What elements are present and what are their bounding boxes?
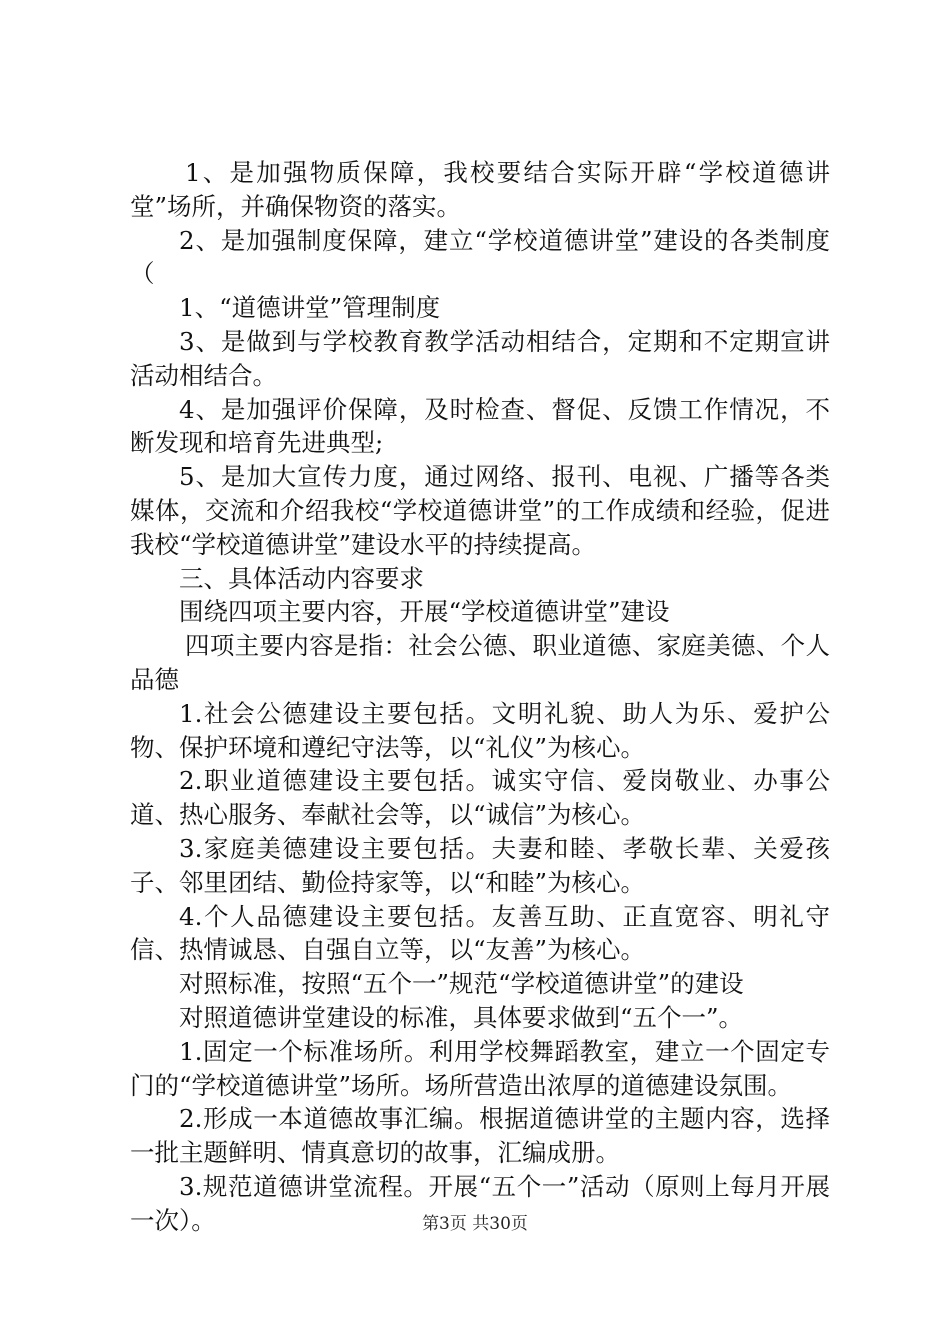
paragraph: 5、是加大宣传力度，通过网络、报刊、电视、广播等各类媒体，交流和介绍我校“学校道德讲堂”的工作成绩和经验，促进我校“学校道德讲堂”建设水平的持续提高。 <box>130 462 830 559</box>
paragraph: 4、是加强评价保障，及时检查、督促、反馈工作情况，不断发现和培育先进典型; <box>130 394 830 458</box>
paragraph: 1.固定一个标准场所。利用学校舞蹈教室，建立一个固定专门的“学校道德讲堂”场所。场所营造出浓厚的道德建设氛围。 <box>130 1036 830 1100</box>
paragraph: 围绕四项主要内容，开展“学校道德讲堂”建设 <box>179 597 670 627</box>
paragraph: 对照道德讲堂建设的标准，具体要求做到“五个一”。 <box>179 1002 744 1032</box>
document-body <box>130 156 830 1238</box>
paragraph: 3.家庭美德建设主要包括。夫妻和睦、孝敬长辈、关爱孩子、邻里团结、勤俭持家等，以“和睦”为核心。 <box>130 833 830 897</box>
paragraph: 3.规范道德讲堂流程。开展“五个一”活动（原则上每月开展一次）。 <box>130 1171 830 1235</box>
paragraph: 3、是做到与学校教育教学活动相结合，定期和不定期宣讲活动相结合。 <box>130 326 830 390</box>
paragraph: 2、是加强制度保障，建立“学校道德讲堂”建设的各类制度（ <box>130 225 830 289</box>
paragraph: 2.形成一本道德故事汇编。根据道德讲堂的主题内容，选择一批主题鲜明、情真意切的故事，汇编成册。 <box>130 1104 830 1168</box>
paragraph: 2.职业道德建设主要包括。诚实守信、爱岗敬业、办事公道、热心服务、奉献社会等，以“诚信”为核心。 <box>130 766 830 830</box>
page-number-footer: 第3页 共30页 <box>422 1214 528 1234</box>
paragraph: 1、是加强物质保障，我校要结合实际开辟“学校道德讲堂”场所，并确保物资的落实。 <box>130 158 830 221</box>
section-heading: 三、具体活动内容要求 <box>179 563 424 593</box>
paragraph: 4.个人品德建设主要包括。友善互助、正直宽容、明礼守信、热情诚恳、自强自立等，以“友善”为核心。 <box>130 901 830 965</box>
paragraph: 1、“道德讲堂”管理制度 <box>179 293 441 323</box>
paragraph: 1.社会公德建设主要包括。文明礼貌、助人为乐、爱护公物、保护环境和遵纪守法等，以“礼仪”为核心。 <box>130 698 830 762</box>
paragraph: 对照标准，按照“五个一”规范“学校道德讲堂”的建设 <box>179 969 744 999</box>
paragraph: 四项主要内容是指：社会公德、职业道德、家庭美德、个人品德 <box>130 631 830 694</box>
